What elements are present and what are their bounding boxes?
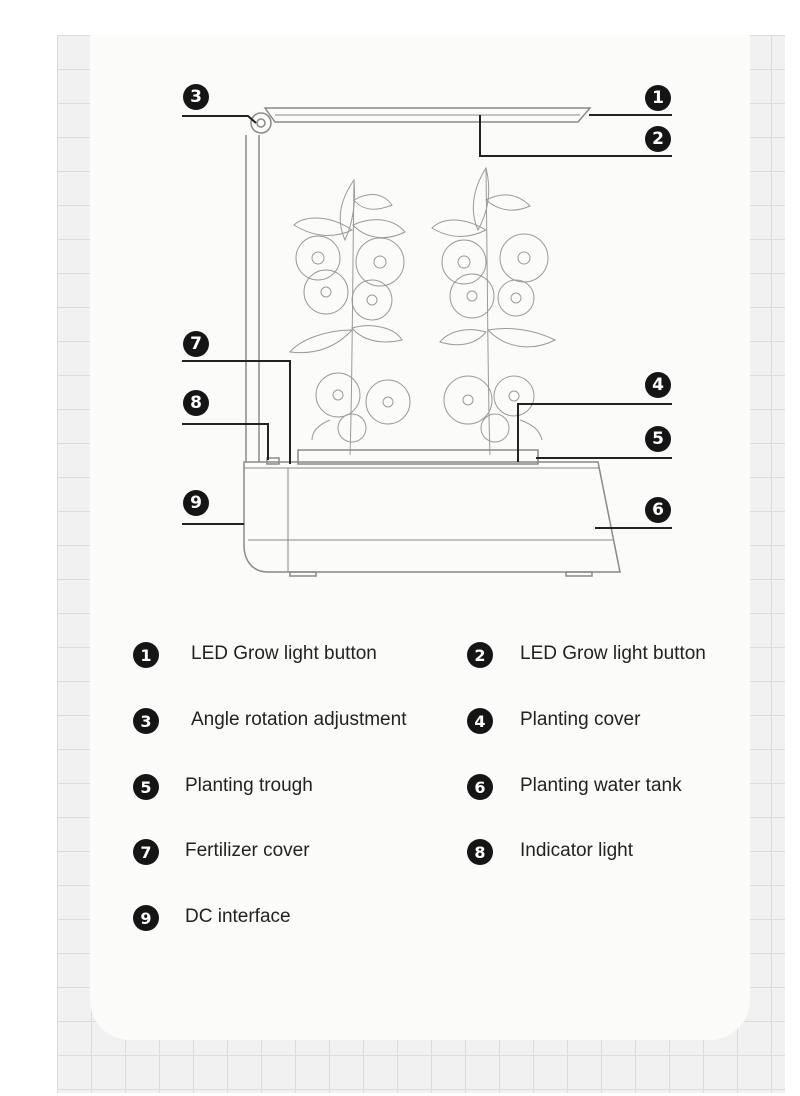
legend-number: 9 — [133, 905, 159, 931]
pole — [246, 135, 259, 462]
legend-number: 1 — [133, 642, 159, 668]
legend-label: Indicator light — [520, 840, 634, 861]
water-tank — [244, 458, 620, 576]
legend-label: Planting water tank — [520, 775, 682, 796]
legend-item — [467, 642, 706, 668]
legend-item — [133, 642, 377, 668]
left-plant-sketch — [290, 180, 410, 455]
legend-item — [467, 839, 634, 865]
legend-label: Planting trough — [185, 775, 313, 796]
legend-number: 3 — [133, 708, 159, 734]
light-bar — [265, 108, 590, 122]
right-plant-sketch — [432, 168, 555, 455]
legend-item — [467, 708, 641, 734]
legend-number: 5 — [133, 774, 159, 800]
legend-number: 2 — [467, 642, 493, 668]
legend-number: 6 — [467, 774, 493, 800]
callout-4: 4 — [645, 372, 671, 398]
legend-item — [467, 774, 682, 800]
legend-item — [133, 905, 291, 931]
callout-8: 8 — [183, 390, 209, 416]
leader-8 — [182, 424, 268, 460]
legend-label: Fertilizer cover — [185, 840, 310, 861]
leader-2 — [480, 115, 672, 156]
callout-2: 2 — [645, 126, 671, 152]
legend-item — [133, 774, 313, 800]
legend-item — [133, 839, 310, 865]
rotation-knob — [251, 113, 271, 133]
legend-label: Angle rotation adjustment — [191, 709, 407, 730]
callout-1: 1 — [645, 85, 671, 111]
legend-label: LED Grow light button — [520, 643, 706, 664]
callout-6: 6 — [645, 497, 671, 523]
callout-3: 3 — [183, 84, 209, 110]
legend-label: Planting cover — [520, 709, 641, 730]
legend-number: 8 — [467, 839, 493, 865]
leader-3 — [182, 116, 256, 123]
legend-number: 7 — [133, 839, 159, 865]
legend-item — [133, 708, 407, 734]
legend-label: DC interface — [185, 906, 291, 927]
callout-9: 9 — [183, 490, 209, 516]
legend-number: 4 — [467, 708, 493, 734]
callout-7: 7 — [183, 331, 209, 357]
legend-label: LED Grow light button — [191, 643, 377, 664]
callout-5: 5 — [645, 426, 671, 452]
